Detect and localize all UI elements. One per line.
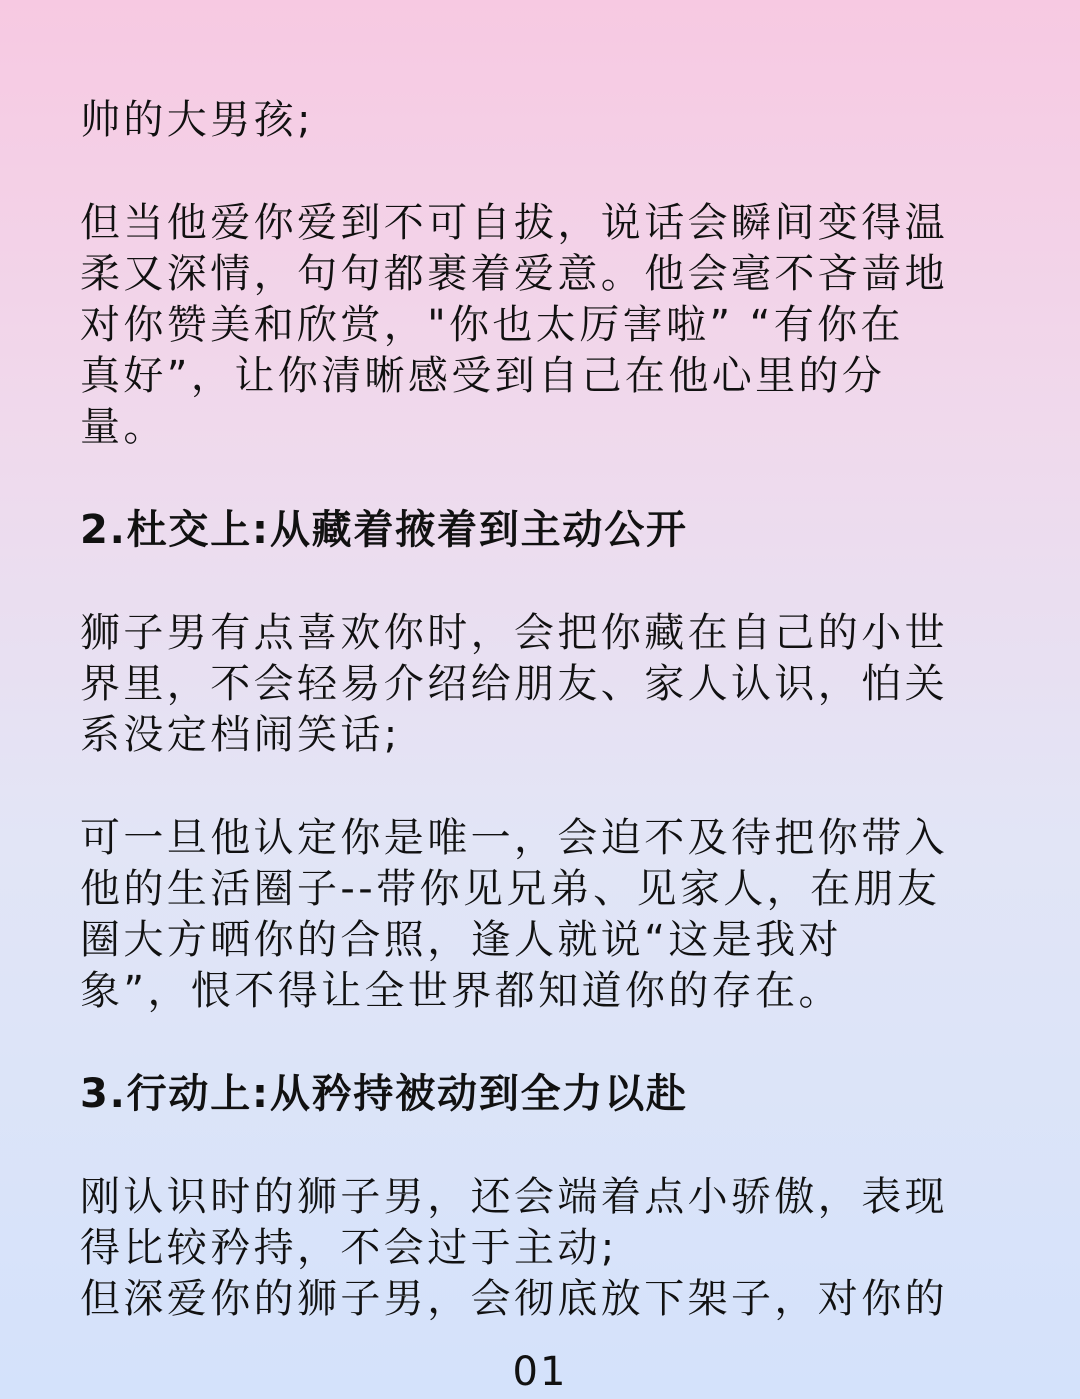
- text-line: 但当他爱你爱到不可自拔，说话会瞬间变得温: [80, 200, 948, 246]
- article-content: [80, 95, 1000, 1325]
- paragraph-deep-love-speech: [80, 198, 1000, 453]
- paragraph-social-public: [80, 813, 1000, 1017]
- text-line: 象”，恨不得让全世界都知道你的存在。: [80, 968, 842, 1014]
- text-line: 界里，不会轻易介绍给朋友、家人认识，怕关: [80, 661, 948, 707]
- text-line: 真好”，让你清晰感受到自己在他心里的分: [80, 353, 886, 399]
- text-line: 他的生活圈子--带你见兄弟、见家人，在朋友: [80, 866, 941, 912]
- paragraph-intro-end: [80, 95, 1000, 146]
- text-line: 柔又深情，句句都裹着爱意。他会毫不吝啬地: [80, 251, 948, 297]
- text-line: 对你赞美和欣赏，"你也太厉害啦” “有你在: [80, 302, 904, 348]
- section-heading-action: 3.行动上:从矜持被动到全力以赴: [80, 1071, 688, 1117]
- paragraph-social-hidden: [80, 608, 1000, 761]
- text-line: 量。: [80, 404, 167, 450]
- section-heading-social: 2.杜交上:从藏着掖着到主动公开: [80, 507, 688, 553]
- text-line: 但深爱你的狮子男，会彻底放下架子，对你的: [80, 1276, 948, 1322]
- text-line: 可一旦他认定你是唯一，会迫不及待把你带入: [80, 815, 948, 861]
- text-line: 圈大方晒你的合照，逢人就说“这是我对: [80, 917, 842, 963]
- page-number: 01: [512, 1349, 568, 1395]
- text-line: 刚认识时的狮子男，还会端着点小骄傲，表现: [80, 1174, 948, 1220]
- text-line: 帅的大男孩;: [80, 97, 314, 143]
- text-line: 狮子男有点喜欢你时，会把你藏在自己的小世: [80, 610, 948, 656]
- text-line: 得比较矜持，不会过于主动;: [80, 1225, 618, 1271]
- text-line: 系没定档闹笑话;: [80, 712, 401, 758]
- paragraph-action: [80, 1172, 1000, 1325]
